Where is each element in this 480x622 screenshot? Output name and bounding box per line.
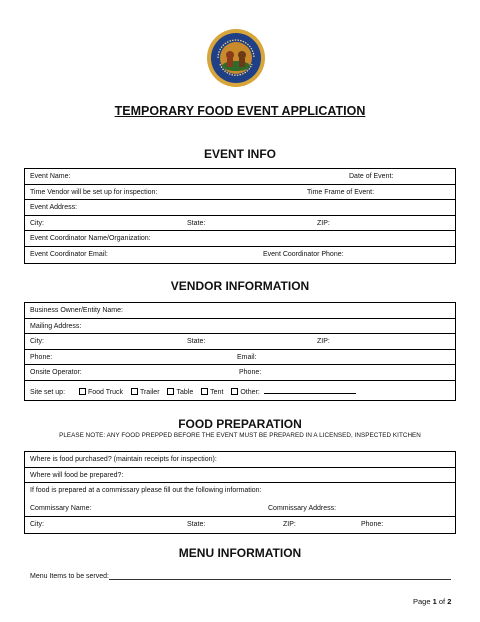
table-row <box>25 365 455 381</box>
site-setup-row <box>30 387 356 396</box>
event-info-table <box>24 168 456 264</box>
table-row <box>25 381 455 400</box>
onsite-operator-label[interactable]: Onsite Operator: <box>30 369 82 377</box>
menu-items-label: Menu Items to be served: <box>30 573 109 580</box>
current-page: 1 <box>432 597 437 606</box>
table-row <box>25 200 455 216</box>
event-address-label[interactable]: Event Address: <box>30 204 78 212</box>
vendor-info-table <box>24 302 456 401</box>
table-row <box>25 350 455 366</box>
phone-label[interactable]: Phone: <box>361 521 384 529</box>
table-row <box>25 169 455 185</box>
date-of-event-label[interactable]: Date of Event: <box>349 173 394 180</box>
town-seal-logo <box>206 28 266 88</box>
food-purchased-label[interactable]: Where is food purchased? (maintain receipts for inspection): <box>30 456 217 463</box>
city-label[interactable]: City: <box>30 521 44 529</box>
tent-option: Tent <box>210 388 224 396</box>
state-label[interactable]: State: <box>187 338 206 346</box>
state-label[interactable]: State: <box>187 521 206 529</box>
email-label[interactable]: Email: <box>237 353 257 361</box>
zip-label[interactable]: ZIP: <box>317 219 330 227</box>
food-truck-checkbox[interactable] <box>79 388 86 395</box>
state-label[interactable]: State: <box>187 219 206 227</box>
other-option: Other: <box>240 388 260 396</box>
site-setup-label: Site set up: <box>30 388 66 396</box>
page-title: TEMPORARY FOOD EVENT APPLICATION <box>114 104 366 118</box>
trailer-option: Trailer <box>139 388 160 396</box>
owner-label[interactable]: Business Owner/Entity Name: <box>30 307 123 314</box>
food-prep-table <box>24 451 456 534</box>
table-row <box>25 483 455 517</box>
food-prepared-label[interactable]: Where will food be prepared?: <box>30 471 124 479</box>
zip-label[interactable]: ZIP: <box>283 521 296 529</box>
coordinator-name-label[interactable]: Event Coordinator Name/Organization: <box>30 235 151 243</box>
event-info-heading: EVENT INFO <box>203 147 276 161</box>
table-row <box>25 452 455 468</box>
table-row <box>25 319 455 335</box>
other-input-line[interactable] <box>264 387 356 394</box>
city-label[interactable]: City: <box>30 338 44 346</box>
food-truck-option: Food Truck <box>87 388 123 396</box>
menu-items-input[interactable] <box>109 572 451 580</box>
table-checkbox[interactable] <box>167 388 174 395</box>
time-setup-label[interactable]: Time Vendor will be set up for inspection: <box>30 188 158 196</box>
food-prep-note: PLEASE NOTE: ANY FOOD PREPPED BEFORE THE EVENT MUST BE PREPARED IN A LICENSED, INSPECTED KITCHEN <box>59 432 421 439</box>
zip-label[interactable]: ZIP: <box>317 338 330 346</box>
menu-items-row <box>30 572 451 580</box>
table-row <box>25 468 455 484</box>
page-word: Page <box>413 597 431 606</box>
commissary-name-label[interactable]: Commissary Name: <box>30 505 92 513</box>
table-row <box>25 247 455 263</box>
table-row <box>25 185 455 201</box>
table-row <box>25 517 455 533</box>
phone-label[interactable]: Phone: <box>30 353 53 361</box>
food-prep-heading: FOOD PREPARATION <box>178 417 302 431</box>
tent-checkbox[interactable] <box>201 388 208 395</box>
page-number <box>413 597 451 606</box>
trailer-checkbox[interactable] <box>131 388 138 395</box>
table-row <box>25 231 455 247</box>
event-name-label[interactable]: Event Name: <box>30 173 71 180</box>
commissary-info-label: If food is prepared at a commissary please fill out the following information: <box>30 487 262 495</box>
operator-phone-label[interactable]: Phone: <box>239 369 262 377</box>
table-row <box>25 216 455 232</box>
coordinator-phone-label[interactable]: Event Coordinator Phone: <box>263 250 344 258</box>
city-label[interactable]: City: <box>30 219 44 227</box>
coordinator-email-label[interactable]: Event Coordinator Email: <box>30 250 108 258</box>
menu-info-heading: MENU INFORMATION <box>178 546 302 560</box>
total-pages: 2 <box>447 597 452 606</box>
table-option: Table <box>176 388 194 396</box>
commissary-address-label[interactable]: Commissary Address: <box>268 505 337 513</box>
table-row <box>25 303 455 319</box>
vendor-info-heading: VENDOR INFORMATION <box>170 279 310 293</box>
table-row <box>25 334 455 350</box>
of-word: of <box>438 597 446 606</box>
mailing-address-label[interactable]: Mailing Address: <box>30 322 82 330</box>
time-frame-label[interactable]: Time Frame of Event: <box>307 188 375 196</box>
other-checkbox[interactable] <box>231 388 238 395</box>
